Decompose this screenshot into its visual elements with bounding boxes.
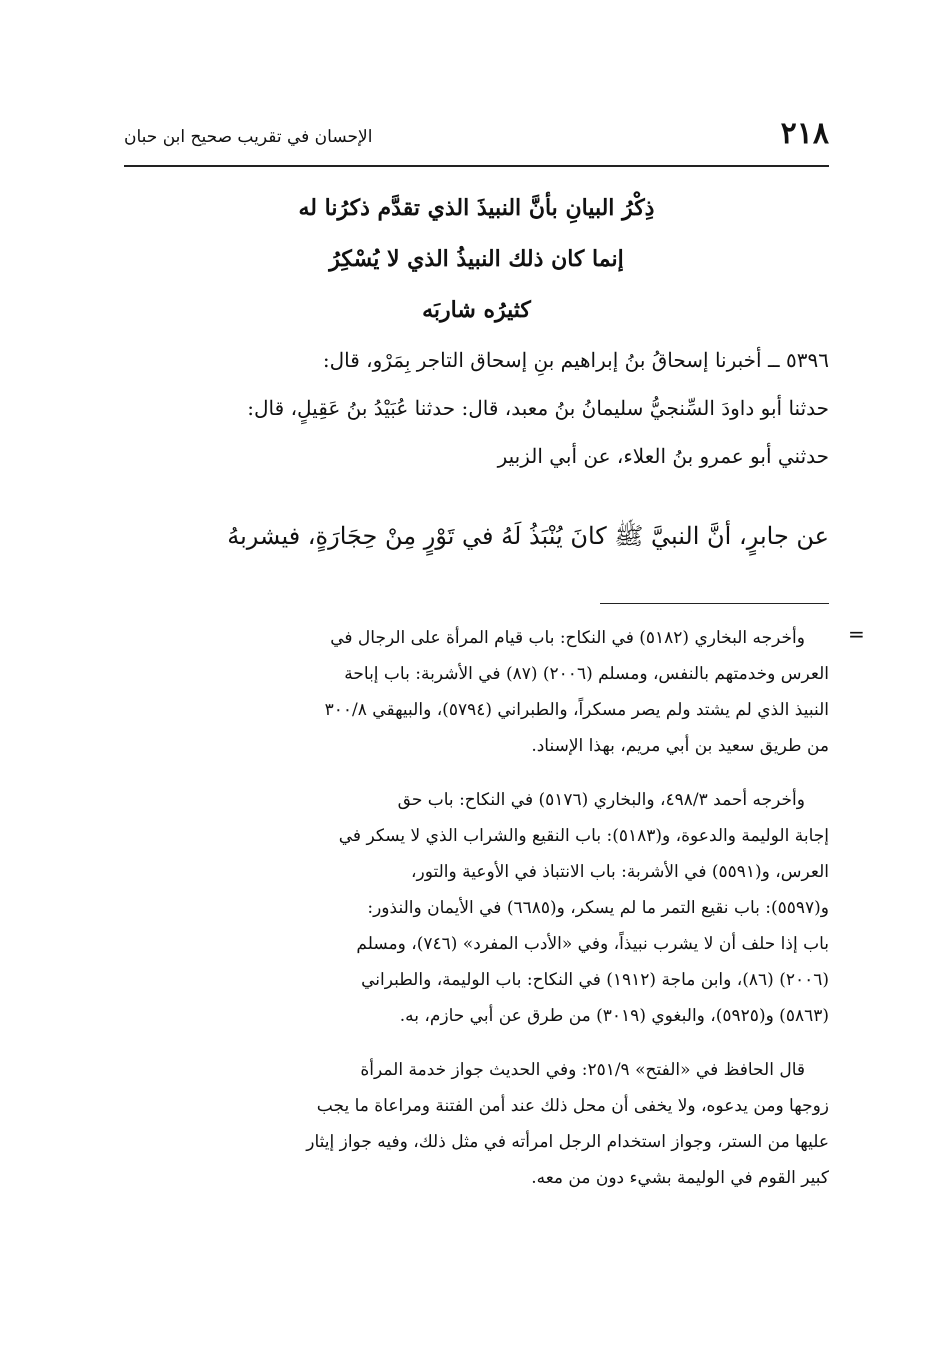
footnote-line: و(٥٥٩٧): باب نقيع التمر ما لم يسكر، و(٦٦٨٥) في الأيمان والنذور: bbox=[367, 898, 829, 918]
footnote-separator bbox=[600, 603, 829, 604]
isnad-line: حدثنا أبو داودَ السِّنجيُّ سليمانُ بنُ معبد، قال: حدثنا عُبَيْدُ بنُ عَقِيلٍ، قال: bbox=[247, 396, 829, 420]
footnote-paragraph bbox=[124, 1052, 829, 1196]
footnote-line: (٢٠٠٦) (٨٦)، وابن ماجة (١٩١٢) في النكاح: باب الوليمة، والطبراني bbox=[361, 970, 829, 990]
chapter-heading-line: إنما كان ذلك النبيذُ الذي لا يُسْكِرُ bbox=[329, 246, 624, 272]
footnote-line: قال الحافظ في «الفتح» ٢٥١/٩: وفي الحديث جواز خدمة المرأة bbox=[360, 1060, 805, 1080]
page-number: ٢١٨ bbox=[780, 116, 829, 151]
footnotes bbox=[124, 620, 829, 1214]
footnote-continuation-mark: = bbox=[848, 622, 865, 646]
footnote-line: العرس وخدمتهم بالنفس، ومسلم (٢٠٠٦) (٨٧) في الأشربة: باب إباحة bbox=[344, 664, 829, 684]
footnote-line: عليها من الستر، وجواز استخدام الرجل امرأته في مثل ذلك، وفيه جواز إيثار bbox=[306, 1132, 829, 1152]
chapter-heading bbox=[124, 183, 829, 336]
footnote-line: زوجها ومن يدعوه، ولا يخفى أن محل ذلك عند أمن الفتنة ومراعاة ما يجب bbox=[316, 1096, 829, 1116]
footnote-line: باب إذا حلف أن لا يشرب نبيذاً، وفي «الأدب المفرد» (٧٤٦)، ومسلم bbox=[356, 934, 829, 954]
footnote-line: من طريق سعيد بن أبي مريم، بهذا الإسناد. bbox=[531, 736, 829, 756]
footnote-line: (٥٨٦٣) و(٥٩٢٥)، والبغوي (٣٠١٩) من طرق عن أبي حازم، به. bbox=[399, 1006, 829, 1026]
running-header bbox=[124, 112, 829, 156]
footnote-line: وأخرجه أحمد ٤٩٨/٣، والبخاري (٥١٧٦) في النكاح: باب حق bbox=[397, 790, 805, 810]
footnote-paragraph bbox=[124, 782, 829, 1034]
isnad-line: حدثني أبو عمرو بنُ العلاء، عن أبي الزبير bbox=[497, 444, 829, 468]
footnote-paragraph bbox=[124, 620, 829, 764]
hadith-matn: عن جابرٍ، أنَّ النبيَّ ﷺ كانَ يُنْبَذُ لَهُ في تَوْرٍ مِنْ حِجَارَةٍ، فيشربهُ bbox=[227, 522, 829, 550]
footnote-line: كبير القوم في الوليمة بشيء دون من معه. bbox=[531, 1168, 829, 1188]
chapter-heading-line: ذِكْرُ البيانِ بأنَّ النبيذَ الذي تقدَّم ذكرُنا له bbox=[298, 195, 655, 221]
isnad-line: ٥٣٩٦ ــ أخبرنا إسحاقُ بنُ إبراهيم بنِ إسحاق التاجر بِمَرْو، قال: bbox=[322, 348, 829, 372]
footnote-line: العرس، و(٥٥٩١) في الأشربة: باب الانتباذ في الأوعية والتور، bbox=[411, 862, 829, 882]
footnote-line: إجابة الوليمة والدعوة، و(٥١٨٣): باب النقيع والشراب الذي لا يسكر في bbox=[338, 826, 829, 846]
running-title: الإحسان في تقريب صحيح ابن حبان bbox=[124, 127, 373, 147]
hadith-isnad bbox=[124, 336, 829, 480]
footnote-line: وأخرجه البخاري (٥١٨٢) في النكاح: باب قيام المرأة على الرجال في bbox=[330, 628, 805, 648]
chapter-heading-line: كثيرُه شاربَه bbox=[422, 297, 531, 323]
footnote-line: النبيذ الذي لم يشتد ولم يصر مسكراً، والطبراني (٥٧٩٤)، والبيهقي ٣٠٠/٨ bbox=[324, 700, 829, 720]
header-rule bbox=[124, 165, 829, 167]
